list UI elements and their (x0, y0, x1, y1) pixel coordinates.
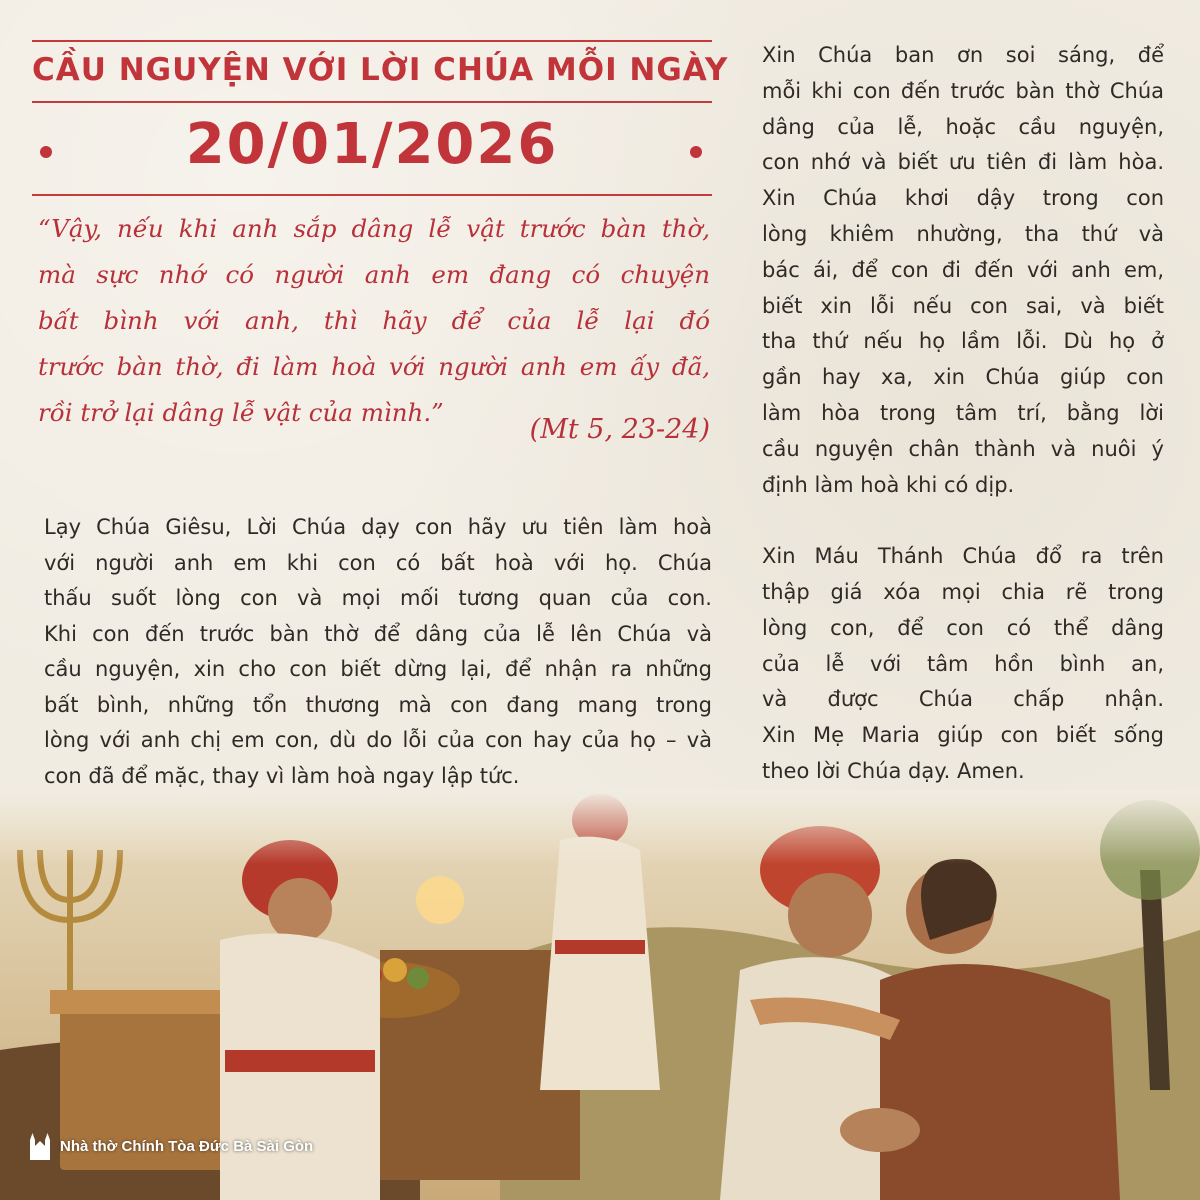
quote-line: trước bàn thờ, đi làm hoà với người anh em ấy đã, (38, 352, 710, 381)
prayer-line: Lạy Chúa Giêsu, Lời Chúa dạy con hãy ưu tiên làm hoà (44, 515, 712, 539)
prayer-line: Xin Máu Thánh Chúa đổ ra trên (762, 544, 1164, 569)
paragraph-gap (762, 503, 1164, 539)
scripture-reference: (Mt 5, 23-24) (529, 414, 710, 445)
quote-line: bất bình với anh, thì hãy để của lễ lại đó (38, 306, 710, 335)
prayer-line: làm hòa trong tâm trí, bằng lời (762, 400, 1164, 425)
prayer-line: định làm hoà khi có dịp. (762, 472, 1015, 497)
title-rule (32, 101, 712, 103)
prayer-line: của lễ với tâm hồn bình an, (762, 651, 1164, 676)
prayer-line: cầu nguyện, xin cho con biết dừng lại, để nhận ra những (44, 657, 712, 681)
prayer-line: cầu nguyện chân thành và nuôi ý (762, 436, 1164, 461)
prayer-line: Khi con đến trước bàn thờ để dâng của lễ lên Chúa và (44, 621, 712, 646)
prayer-line: lòng khiêm nhường, tha thứ và (762, 221, 1164, 246)
prayer-line: và được Chúa chấp nhận. (762, 687, 1164, 712)
footer (28, 1132, 313, 1160)
date-heading: 20/01/2026 (185, 112, 559, 177)
prayer-line: lòng con, để con có thể dâng (762, 615, 1164, 640)
quote-line: rồi trở lại dâng lễ vật của mình.” (38, 398, 444, 427)
quote-line: mà sực nhớ có người anh em đang có chuyện (38, 260, 710, 289)
prayer-line: theo lời Chúa dạy. Amen. (762, 758, 1025, 783)
prayer-right-column (762, 38, 1164, 790)
prayer-line: bất bình, những tổn thương mà con đang mang trong (44, 692, 712, 717)
right-bullet-dot (690, 146, 702, 158)
prayer-left-column (44, 510, 712, 794)
prayer-line: lòng với anh chị em con, dù do lỗi của con hay của họ – và (44, 728, 712, 752)
date-rule (32, 194, 712, 196)
scripture-quote (38, 206, 710, 436)
cathedral-icon (28, 1132, 52, 1160)
prayer-line: gần hay xa, xin Chúa giúp con (762, 365, 1164, 390)
prayer-line: dâng của lễ, hoặc cầu nguyện, (762, 114, 1164, 139)
prayer-line: Xin Chúa ban ơn soi sáng, để (762, 43, 1164, 67)
prayer-line: con nhớ và biết ưu tiên đi làm hòa. (762, 150, 1164, 175)
prayer-line: mỗi khi con đến trước bàn thờ Chúa (762, 78, 1164, 103)
prayer-line: con đã để mặc, thay vì làm hoà ngay lập tức. (44, 763, 520, 788)
prayer-line: biết xin lỗi nếu con sai, và biết (762, 293, 1164, 318)
page-title: CẦU NGUYỆN VỚI LỜI CHÚA MỖI NGÀY (32, 52, 729, 88)
organization-name: Nhà thờ Chính Tòa Đức Bà Sài Gòn (60, 1137, 314, 1155)
prayer-line: Xin Mẹ Maria giúp con biết sống (762, 723, 1164, 748)
prayer-line: bác ái, để con đi đến với anh em, (762, 257, 1164, 282)
prayer-line: Xin Chúa khơi dậy trong con (762, 186, 1164, 211)
prayer-line: thấu suốt lòng con và mọi mối tương quan của con. (44, 586, 712, 610)
prayer-line: thập giá xóa mọi chia rẽ trong (762, 579, 1164, 604)
top-rule (32, 40, 712, 42)
prayer-line: tha thứ nếu họ lầm lỗi. Dù họ ở (762, 329, 1164, 354)
quote-line: “Vậy, nếu khi anh sắp dâng lễ vật trước bàn thờ, (38, 214, 710, 243)
prayer-line: với người anh em khi con có bất hoà với họ. Chúa (44, 550, 712, 575)
